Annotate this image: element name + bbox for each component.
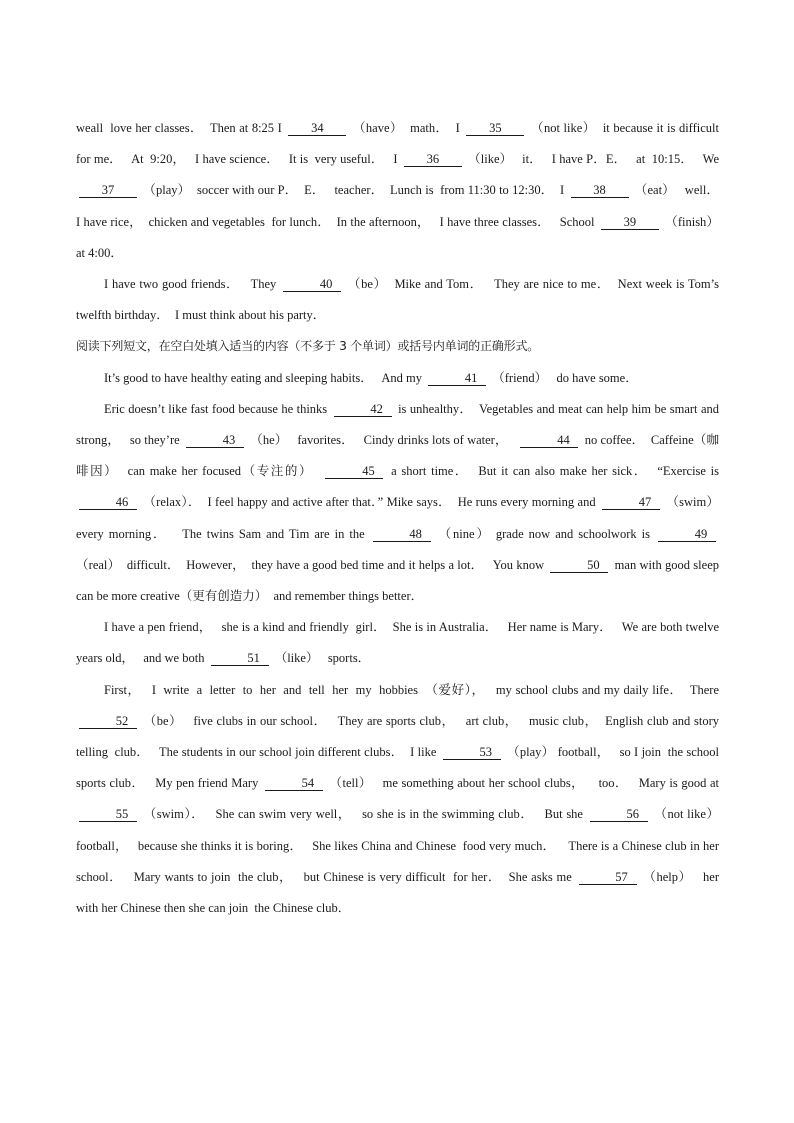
text-segment: （swim）． She can swim very well， so she is in the swimming club． But she <box>140 807 587 822</box>
answer-blank[interactable]: 47 <box>602 495 660 510</box>
text-segment: （tell） me something about her school clubs， too． Mary is good at <box>325 776 723 791</box>
answer-blank[interactable]: 52 <box>79 714 137 729</box>
text-segment: I have two good friends． They <box>104 277 281 292</box>
answer-blank[interactable]: 35 <box>466 121 524 136</box>
text-segment: （real） difficult． However， they have a good bed time and it helps a lot． You know <box>76 526 723 572</box>
text-segment: 阅读下列短文，在空白处填入适当的内容（不多于 3 个单词）或括号内单词的正确形式。 <box>76 339 540 354</box>
answer-blank[interactable]: 56 <box>590 807 648 822</box>
answer-blank[interactable]: 42 <box>334 402 392 417</box>
answer-blank[interactable]: 43 <box>186 433 244 448</box>
text-segment: no coffee． Caffeine（咖啡因） can make her focused（专注的） <box>76 433 719 479</box>
answer-blank[interactable]: 53 <box>443 745 501 760</box>
text-segment: （have） math． I <box>349 121 464 135</box>
answer-blank[interactable]: 34 <box>288 121 346 136</box>
text-segment: is unhealthy． Vegetables and meat can help him be smart and strong， so they’re <box>76 401 723 448</box>
answer-blank[interactable]: 54 <box>265 776 323 791</box>
passage-paragraph <box>76 113 726 269</box>
text-segment: （like） sports． <box>271 651 371 666</box>
answer-blank[interactable]: 57 <box>579 870 637 885</box>
passage-paragraph <box>76 363 719 394</box>
passage-paragraph <box>76 675 729 925</box>
answer-blank[interactable]: 41 <box>428 371 486 386</box>
answer-blank[interactable]: 51 <box>211 651 269 666</box>
text-segment: （play） football， so I join the school sports club． My pen friend Mary <box>76 745 723 791</box>
text-segment: （not like） it because it is difficult for me． At 9:20， I have science． It is very useful． I <box>76 121 726 167</box>
answer-blank[interactable]: 55 <box>79 807 137 822</box>
text-segment: a short time． But it can also make her sick． “Exercise is <box>386 464 723 479</box>
answer-blank[interactable]: 40 <box>283 277 341 292</box>
answer-blank[interactable]: 36 <box>404 152 462 167</box>
passage-paragraph <box>76 612 723 674</box>
text-segment: （nine） grade now and schoolwork is <box>433 526 655 541</box>
text-segment: （play） soccer with our P． E． teacher． Lunch is from 11:30 to 12:30． I <box>140 183 568 198</box>
answer-blank[interactable]: 45 <box>325 464 383 479</box>
text-segment: （eat） well． I have rice， chicken and vegetables for lunch． In the afternoon， I have three classes． School <box>76 183 726 229</box>
text-segment: weall love her classes． Then at 8:25 I <box>76 121 286 135</box>
text-segment: I have a pen friend， she is a kind and friendly girl． She is in Australia． Her name is Mary． We are both twelve years old， and we both <box>76 620 723 666</box>
answer-blank[interactable]: 38 <box>571 183 629 198</box>
text-segment: （friend） do have some． <box>489 370 638 385</box>
passage-paragraph <box>76 269 723 331</box>
instruction-line <box>76 331 719 362</box>
text-segment: （help） her with her Chinese then she can join the Chinese club． <box>76 869 723 916</box>
text-segment: （swim） every morning． The twins Sam and Tim are in the <box>76 495 729 541</box>
text-segment: （finish） at 4:00． <box>76 214 726 260</box>
answer-blank[interactable]: 46 <box>79 495 137 510</box>
text-segment: （relax）． I feel happy and active after that．” Mike says． He runs every morning and <box>140 495 599 510</box>
text-segment: Eric doesn’t like fast food because he thinks <box>104 401 331 416</box>
text-segment: （not like） football， because she thinks it is boring． She likes China and Chinese food very much． There is a Chinese club in her school． Mary wants to join the club， but Chinese is very difficult for her． She asks me <box>76 807 729 884</box>
answer-blank[interactable]: 50 <box>550 558 608 573</box>
text-segment: It’s good to have healthy eating and sleeping habits． And my <box>104 370 426 385</box>
answer-blank[interactable]: 37 <box>79 183 137 198</box>
text-segment: First， I write a letter to her and tell her my hobbies （爱好）， my school clubs and my daily life． There <box>104 682 723 697</box>
answer-blank[interactable]: 48 <box>373 527 431 542</box>
text-segment: （be） five clubs in our school． They are sports club， art club， music club， English club and story telling club． The students in our school join different clubs． I like <box>76 713 723 760</box>
answer-blank[interactable]: 39 <box>601 215 659 230</box>
text-segment: （like） it． I have P．E． at 10:15． We <box>464 152 723 167</box>
text-segment: （he） favorites． Cindy drinks lots of water， <box>246 433 518 448</box>
answer-blank[interactable]: 49 <box>658 527 716 542</box>
text-segment: （be） Mike and Tom． They are nice to me． Next week is Tom’s twelfth birthday． I must think about his party． <box>76 277 723 323</box>
text-segment: man with good sleep can be more creative（更有创造力） and remember things better． <box>76 557 723 604</box>
passage-paragraph <box>76 394 729 612</box>
answer-blank[interactable]: 44 <box>520 433 578 448</box>
document-page <box>76 113 729 924</box>
